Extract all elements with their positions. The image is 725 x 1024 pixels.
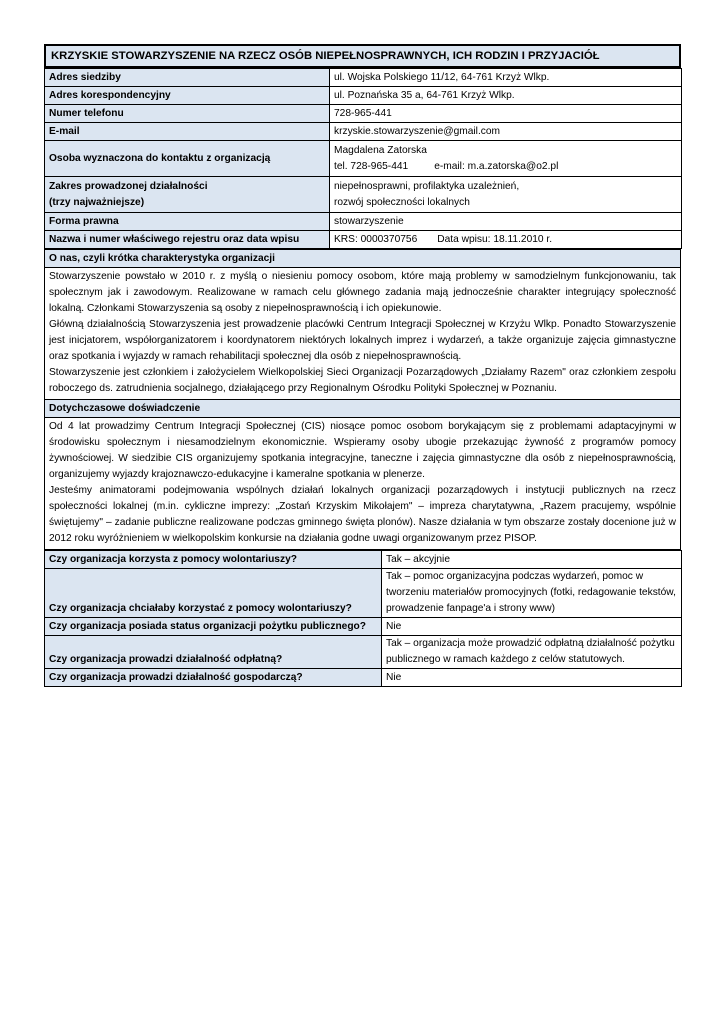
data-wpisu: Data wpisu: 18.11.2010 r. xyxy=(437,233,553,245)
answer-2: Tak – pomoc organizacyjna podczas wydarzeń, pomoc w tworzeniu materiałów promocyjnych (fotki, redagowanie tekstów, prowadzenie fanpage'a i strony www) xyxy=(382,569,682,618)
answer-4: Tak – organizacja może prowadzić odpłatną działalność pożytku publicznego w ramach każdego z celów statutowych. xyxy=(382,636,682,669)
label-adres-korespondencyjny: Adres korespondencyjny xyxy=(45,87,330,105)
about-table xyxy=(44,249,681,550)
questions-table xyxy=(44,550,682,687)
label-zakres-line1: Zakres prowadzonej działalności xyxy=(49,180,208,192)
value-adres-korespondencyjny: ul. Poznańska 35 a, 64-761 Krzyż Wlkp. xyxy=(330,87,682,105)
row-question-3 xyxy=(45,618,682,636)
value-zakres-line1: niepełnosprawni, profilaktyka uzależnień, xyxy=(334,180,520,192)
row-zakres xyxy=(45,177,682,213)
doswiadczenie-text xyxy=(45,418,681,550)
answer-1: Tak – akcyjnie xyxy=(382,551,682,569)
question-4: Czy organizacja prowadzi działalność odpłatną? xyxy=(45,636,382,669)
row-o-nas-text xyxy=(45,268,681,400)
row-adres-korespondencyjny xyxy=(45,87,682,105)
label-telefon: Numer telefonu xyxy=(45,105,330,123)
label-forma-prawna: Forma prawna xyxy=(45,213,330,231)
value-adres-siedziby: ul. Wojska Polskiego 11/12, 64-761 Krzyż Wlkp. xyxy=(330,69,682,87)
value-email: krzyskie.stowarzyszenie@gmail.com xyxy=(330,123,682,141)
row-adres-siedziby xyxy=(45,69,682,87)
row-question-1 xyxy=(45,551,682,569)
question-5: Czy organizacja prowadzi działalność gospodarczą? xyxy=(45,669,382,687)
doswiadczenie-paragraph-1: Od 4 lat prowadzimy Centrum Integracji Społecznej (CIS) niosące pomoc osobom borykającym się z problemami adaptacyjnymi w środowisku społecznym i niesamodzielnym ekonomicznie. Wspieramy osoby ubogie przekazując żywność z programów pomocy żywnościowej. W siedzibie CIS organizujemy spotkania integracyjne, taneczne i zajęcia gimnastyczne dla osób z niepełnosprawnością, organizujemy wyjazdy krajoznawczo-edukacyjne i kameralne spotkania w plenerze. xyxy=(49,421,676,480)
label-rejestr: Nazwa i numer właściwego rejestru oraz data wpisu xyxy=(45,231,330,249)
row-question-4 xyxy=(45,636,682,669)
kontakt-email: e-mail: m.a.zatorska@o2.pl xyxy=(434,160,559,172)
row-telefon xyxy=(45,105,682,123)
kontakt-name: Magdalena Zatorska xyxy=(334,144,427,156)
row-question-2 xyxy=(45,569,682,618)
value-kontakt xyxy=(330,141,682,177)
title-table xyxy=(44,44,681,68)
o-nas-text xyxy=(45,268,681,400)
label-email: E-mail xyxy=(45,123,330,141)
o-nas-paragraph-3: Stowarzyszenie jest członkiem i założycielem Wielkopolskiej Sieci Organizacji Pozarządowych „Działamy Razem" oraz członkiem zespołu roboczego ds. zatrudnienia socjalnego, działającego przy Regionalnym Ośrodku Polityki Społecznej w Poznaniu. xyxy=(49,367,676,394)
row-forma-prawna xyxy=(45,213,682,231)
doswiadczenie-paragraph-2: Jesteśmy animatorami podejmowania wspólnych działań lokalnych organizacji pozarządowych i instytucji publicznych na rzecz społeczności lokalnej (m.in. cykliczne imprezy: „Zostań Krzyskim Mikołajem" – impreza charytatywna, „Razem pracujemy, wspólnie świętujemy" – zadanie publiczne realizowane podczas gminnego święta plonów). Nasze działania w tym obszarze zostały docenione już w 2012 roku wyróżnieniem w wielkopolskim konkursie na działania godne uwagi organizowanym przez PISOP. xyxy=(49,485,676,544)
value-telefon: 728-965-441 xyxy=(330,105,682,123)
page-title: KRZYSKIE STOWARZYSZENIE NA RZECZ OSÓB NIEPEŁNOSPRAWNYCH, ICH RODZIN I PRZYJACIÓŁ xyxy=(45,45,680,67)
kontakt-phone: tel. 728-965-441 xyxy=(334,160,409,172)
row-email xyxy=(45,123,682,141)
o-nas-paragraph-1: Stowarzyszenie powstało w 2010 r. z myślą o niesieniu pomocy osobom, które mają problemy w samodzielnym funkcjonowaniu, tak społecznym jak i zawodowym. Realizowane w ramach celu głównego zadania mają jednocześnie charakter integrujący społeczność lokalną. Członkami Stowarzyszenia są osoby z niepełnosprawnością i ich opiekunowie. xyxy=(49,271,676,314)
value-zakres xyxy=(330,177,682,213)
row-o-nas-heading xyxy=(45,250,681,268)
kontakt-phone-email xyxy=(334,159,677,175)
row-doswiadczenie-heading xyxy=(45,400,681,418)
o-nas-paragraph-2: Główną działalnością Stowarzyszenia jest prowadzenie placówki Centrum Integracji Społecznej w Krzyżu Wlkp. Ponadto Stowarzyszenie jest inicjatorem, współorganizatorem i koordynatorem niektórych lokalnych imprez i wydarzeń, a także organizuje zajęcia gimnastyczne oraz spotkania i wyjazdy w ramach rehabilitacji społecznej dla osób z niepełnosprawnością. xyxy=(49,319,676,362)
o-nas-heading: O nas, czyli krótka charakterystyka organizacji xyxy=(45,250,681,268)
question-2: Czy organizacja chciałaby korzystać z pomocy wolontariuszy? xyxy=(45,569,382,618)
answer-5: Nie xyxy=(382,669,682,687)
row-rejestr xyxy=(45,231,682,249)
row-doswiadczenie-text xyxy=(45,418,681,550)
question-1: Czy organizacja korzysta z pomocy wolontariuszy? xyxy=(45,551,382,569)
row-question-5 xyxy=(45,669,682,687)
row-kontakt xyxy=(45,141,682,177)
value-zakres-line2: rozwój społeczności lokalnych xyxy=(334,196,470,208)
label-zakres xyxy=(45,177,330,213)
details-table xyxy=(44,68,682,249)
label-adres-siedziby: Adres siedziby xyxy=(45,69,330,87)
answer-3: Nie xyxy=(382,618,682,636)
krs-number: KRS: 0000370756 xyxy=(334,233,418,245)
value-rejestr xyxy=(330,231,682,249)
form-page xyxy=(44,44,681,687)
doswiadczenie-heading: Dotychczasowe doświadczenie xyxy=(45,400,681,418)
label-kontakt: Osoba wyznaczona do kontaktu z organizacją xyxy=(45,141,330,177)
label-zakres-line2: (trzy najważniejsze) xyxy=(49,196,145,208)
question-3: Czy organizacja posiada status organizacji pożytku publicznego? xyxy=(45,618,382,636)
value-forma-prawna: stowarzyszenie xyxy=(330,213,682,231)
